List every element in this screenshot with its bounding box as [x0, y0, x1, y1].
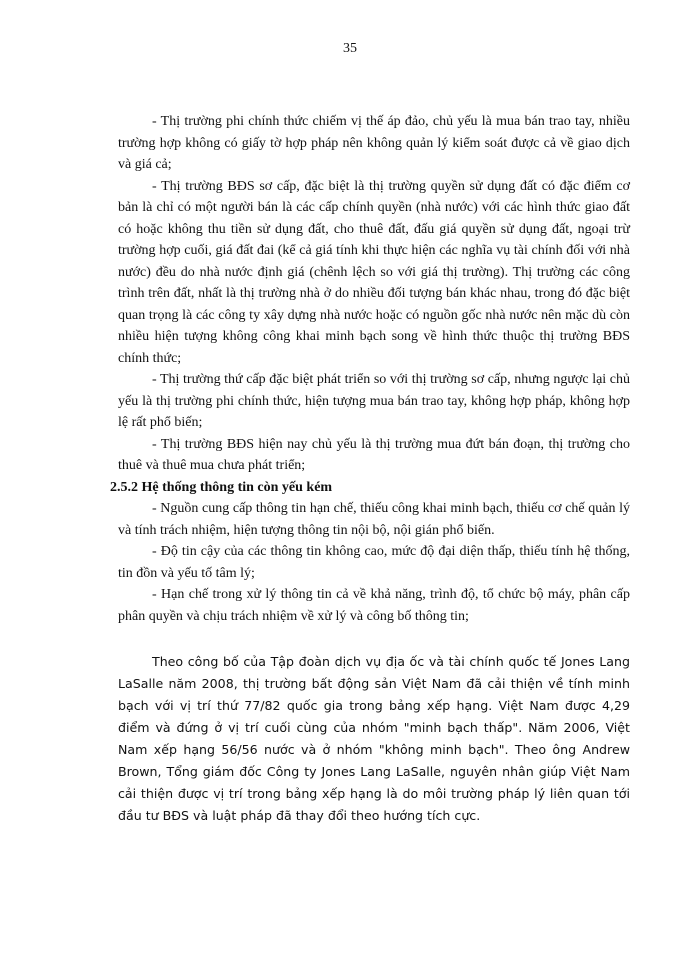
closing-paragraph: Theo công bố của Tập đoàn dịch vụ địa ốc và tài chính quốc tế Jones Lang LaSalle năm 2008, thị trường bất động sản Việt Nam đã cải thiện về tính minh bạch với vị trí thứ 77/82 quốc gia trong bảng xếp hạng. Việt Nam được 4,29 điểm và đứng ở vị trí cuối cùng của nhóm "minh bạch thấp". Năm 2006, Việt Nam xếp hạng 56/56 nước và ở nhóm "không minh bạch". Theo ông Andrew Brown, Tổng giám đốc Công ty Jones Lang LaSalle, nguyên nhân giúp Việt Nam cải thiện được vị trí trong bảng xếp hạng là do môi trường pháp lý liên quan tới đầu tư BĐS và luật pháp đã thay đổi theo hướng tích cực. [118, 654, 630, 823]
page-number: 35 [343, 41, 357, 56]
bullet-informal-market: - Thị trường phi chính thức chiếm vị thế áp đảo, chủ yếu là mua bán trao tay, nhiều trường hợp không có giấy tờ hợp pháp nên không quản lý kiểm soát được cả về giao dịch và giá cả; [118, 114, 630, 172]
paragraph-spacer [118, 627, 630, 651]
bullet-info-reliability: - Độ tin cậy của các thông tin không cao, mức độ đại diện thấp, thiếu tính hệ thống, tin đồn và yếu tố tâm lý; [118, 544, 630, 581]
bullet-primary-market: - Thị trường BĐS sơ cấp, đặc biệt là thị trường quyền sử dụng đất có đặc điểm cơ bản là chỉ có một người bán là các cấp chính quyền (nhà nước) với các hình thức giao đất có hoặc không thu tiền sử dụng đất, cho thuê đất, đấu giá quyền sử dụng đất, ngoại trừ trường hợp cuối, giá đất đai (kể cả giá tính khi thực hiện các nghĩa vụ tài chính đối với nhà nước) đều do nhà nước định giá (chênh lệch so với giá thị trường). Thị trường các công trình trên đất, nhất là thị trường nhà ở do nhiều đối tượng bán khác nhau, trong đó đặc biệt quan trọng là các công ty xây dựng nhà nước hoặc có nguồn gốc nhà nước nên mặc dù còn nhiều hiện tượng không công khai minh bạch song về hình thức thuộc thị trường BĐS chính thức; [118, 178, 630, 366]
document-body [110, 111, 630, 827]
bullet-info-processing: - Hạn chế trong xử lý thông tin cả về khả năng, trình độ, tổ chức bộ máy, phân cấp phân quyền và chịu trách nhiệm về xử lý và công bố thông tin; [118, 587, 630, 624]
bullet-info-sources: - Nguồn cung cấp thông tin hạn chế, thiếu công khai minh bạch, thiếu cơ chế quản lý và tính trách nhiệm, hiện tượng thông tin nội bộ, nội gián phổ biến. [118, 501, 630, 538]
bullet-secondary-market: - Thị trường thứ cấp đặc biệt phát triển so với thị trường sơ cấp, nhưng ngược lại chủ yếu là thị trường phi chính thức, hiện tượng mua bán trao tay, không hợp pháp, không hợp lệ rất phổ biến; [118, 372, 630, 430]
bullet-current-market: - Thị trường BĐS hiện nay chủ yếu là thị trường mua đứt bán đoạn, thị trường cho thuê và thuê mua chưa phát triển; [118, 436, 630, 473]
section-heading-2-5-2: 2.5.2 Hệ thống thông tin còn yếu kém [110, 479, 333, 495]
